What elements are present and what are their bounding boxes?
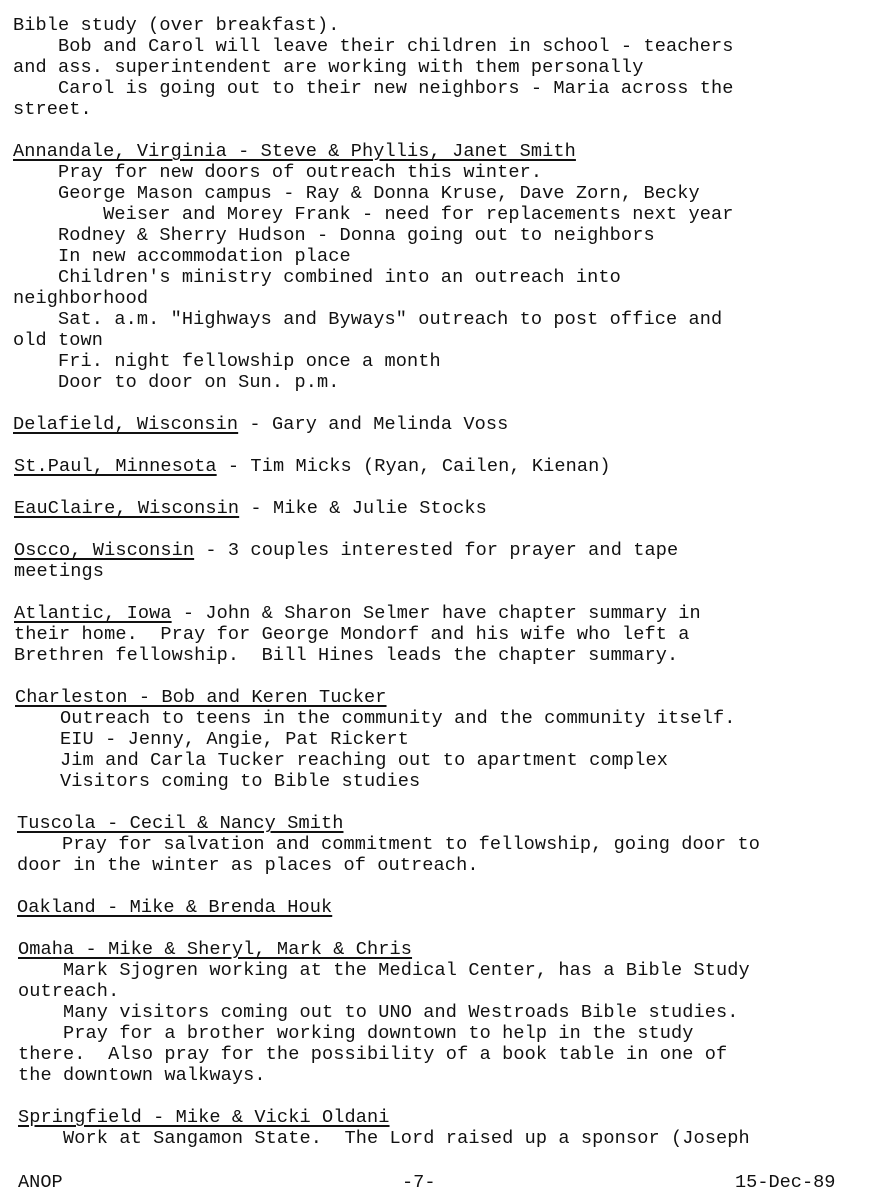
line-text: - Gary and Melinda Voss — [238, 414, 509, 435]
text-line — [13, 372, 339, 393]
line-text: In new accommodation place — [13, 246, 351, 267]
text-line — [13, 225, 655, 246]
line-text: the downtown walkways. — [18, 1065, 266, 1086]
text-line — [18, 1023, 693, 1044]
text-line — [13, 183, 700, 204]
text-line — [18, 1065, 266, 1086]
text-line — [18, 1044, 727, 1065]
section-heading: Oscco, Wisconsin — [14, 540, 195, 561]
line-text: Pray for new doors of outreach this winter. — [13, 162, 543, 183]
text-line — [15, 687, 387, 708]
text-line — [13, 267, 621, 288]
line-text: - John & Sharon Selmer have chapter summary in — [171, 603, 701, 624]
line-text: neighborhood — [13, 288, 149, 309]
text-line — [14, 624, 689, 645]
line-text: street. — [13, 99, 92, 120]
line-text: door in the winter as places of outreach. — [17, 855, 479, 876]
line-text: old town — [13, 330, 104, 351]
line-text: Door to door on Sun. p.m. — [13, 372, 340, 393]
text-line — [13, 246, 351, 267]
text-line — [14, 561, 104, 582]
line-text: - 3 couples interested for prayer and tape — [194, 540, 679, 561]
line-text: Sat. a.m. "Highways and Byways" outreach to post office and — [13, 309, 723, 330]
text-line — [18, 1107, 390, 1128]
text-line — [14, 498, 487, 519]
line-text: Children's ministry combined into an outreach into — [13, 267, 621, 288]
text-line — [13, 15, 339, 36]
text-line — [18, 960, 750, 981]
text-line — [13, 99, 92, 120]
line-text: EIU - Jenny, Angie, Pat Rickert — [15, 729, 410, 750]
section-heading: Omaha - Mike & Sheryl, Mark & Chris — [18, 939, 413, 960]
text-line — [13, 414, 508, 435]
line-text: meetings — [14, 561, 105, 582]
text-line — [14, 540, 678, 561]
text-line — [13, 57, 643, 78]
text-line — [14, 603, 701, 624]
text-line — [13, 141, 576, 162]
line-text: - Mike & Julie Stocks — [239, 498, 487, 519]
text-line — [13, 162, 542, 183]
line-text: Carol is going out to their new neighbors - Maria across the — [13, 78, 734, 99]
footer-doc-code: ANOP — [18, 1172, 63, 1193]
footer-page-number: -7- — [402, 1172, 436, 1193]
text-line — [13, 36, 734, 57]
text-line — [14, 456, 611, 477]
line-text: George Mason campus - Ray & Donna Kruse, Dave Zorn, Becky — [13, 183, 700, 204]
line-text: Weiser and Morey Frank - need for replacements next year — [13, 204, 734, 225]
line-text: Pray for a brother working downtown to help in the study — [18, 1023, 694, 1044]
line-text: outreach. — [18, 981, 120, 1002]
line-text: Visitors coming to Bible studies — [15, 771, 421, 792]
text-line — [13, 204, 734, 225]
text-line — [18, 981, 119, 1002]
line-text: Fri. night fellowship once a month — [13, 351, 441, 372]
section-heading: Atlantic, Iowa — [14, 603, 172, 624]
text-line — [13, 330, 103, 351]
text-line — [15, 729, 409, 750]
line-text: and ass. superintendent are working with them personally — [13, 57, 644, 78]
text-line — [15, 750, 668, 771]
line-text: Pray for salvation and commitment to fellowship, going door to — [17, 834, 761, 855]
section-heading: Delafield, Wisconsin — [13, 414, 239, 435]
section-heading: Charleston - Bob and Keren Tucker — [15, 687, 387, 708]
line-text: Mark Sjogren working at the Medical Center, has a Bible Study — [18, 960, 750, 981]
line-text: Jim and Carla Tucker reaching out to apartment complex — [15, 750, 668, 771]
line-text: Bob and Carol will leave their children in school - teachers — [13, 36, 734, 57]
text-line — [18, 939, 412, 960]
section-heading: St.Paul, Minnesota — [14, 456, 217, 477]
text-line — [18, 1128, 750, 1149]
line-text: - Tim Micks (Ryan, Cailen, Kienan) — [216, 456, 611, 477]
line-text: Bible study (over breakfast). — [13, 15, 340, 36]
footer-date: 15-Dec-89 — [735, 1172, 836, 1193]
section-heading: EauClaire, Wisconsin — [14, 498, 240, 519]
text-line — [17, 897, 332, 918]
section-heading: Annandale, Virginia - Steve & Phyllis, Janet Smith — [13, 141, 576, 162]
text-line — [14, 645, 678, 666]
text-line — [13, 351, 441, 372]
line-text: their home. Pray for George Mondorf and his wife who left a — [14, 624, 690, 645]
text-line — [17, 855, 479, 876]
line-text: Work at Sangamon State. The Lord raised up a sponsor (Joseph — [18, 1128, 750, 1149]
text-line — [18, 1002, 739, 1023]
text-line — [13, 288, 148, 309]
text-line — [15, 771, 420, 792]
text-line — [17, 834, 760, 855]
section-heading: Springfield - Mike & Vicki Oldani — [18, 1107, 390, 1128]
line-text: Outreach to teens in the community and the community itself. — [15, 708, 736, 729]
section-heading: Oakland - Mike & Brenda Houk — [17, 897, 333, 918]
text-line — [13, 78, 734, 99]
text-line — [13, 309, 722, 330]
line-text: Many visitors coming out to UNO and Westroads Bible studies. — [18, 1002, 739, 1023]
line-text: there. Also pray for the possibility of a book table in one of — [18, 1044, 728, 1065]
text-line — [15, 708, 736, 729]
text-line — [17, 813, 343, 834]
line-text: Brethren fellowship. Bill Hines leads the chapter summary. — [14, 645, 679, 666]
line-text: Rodney & Sherry Hudson - Donna going out to neighbors — [13, 225, 655, 246]
section-heading: Tuscola - Cecil & Nancy Smith — [17, 813, 344, 834]
